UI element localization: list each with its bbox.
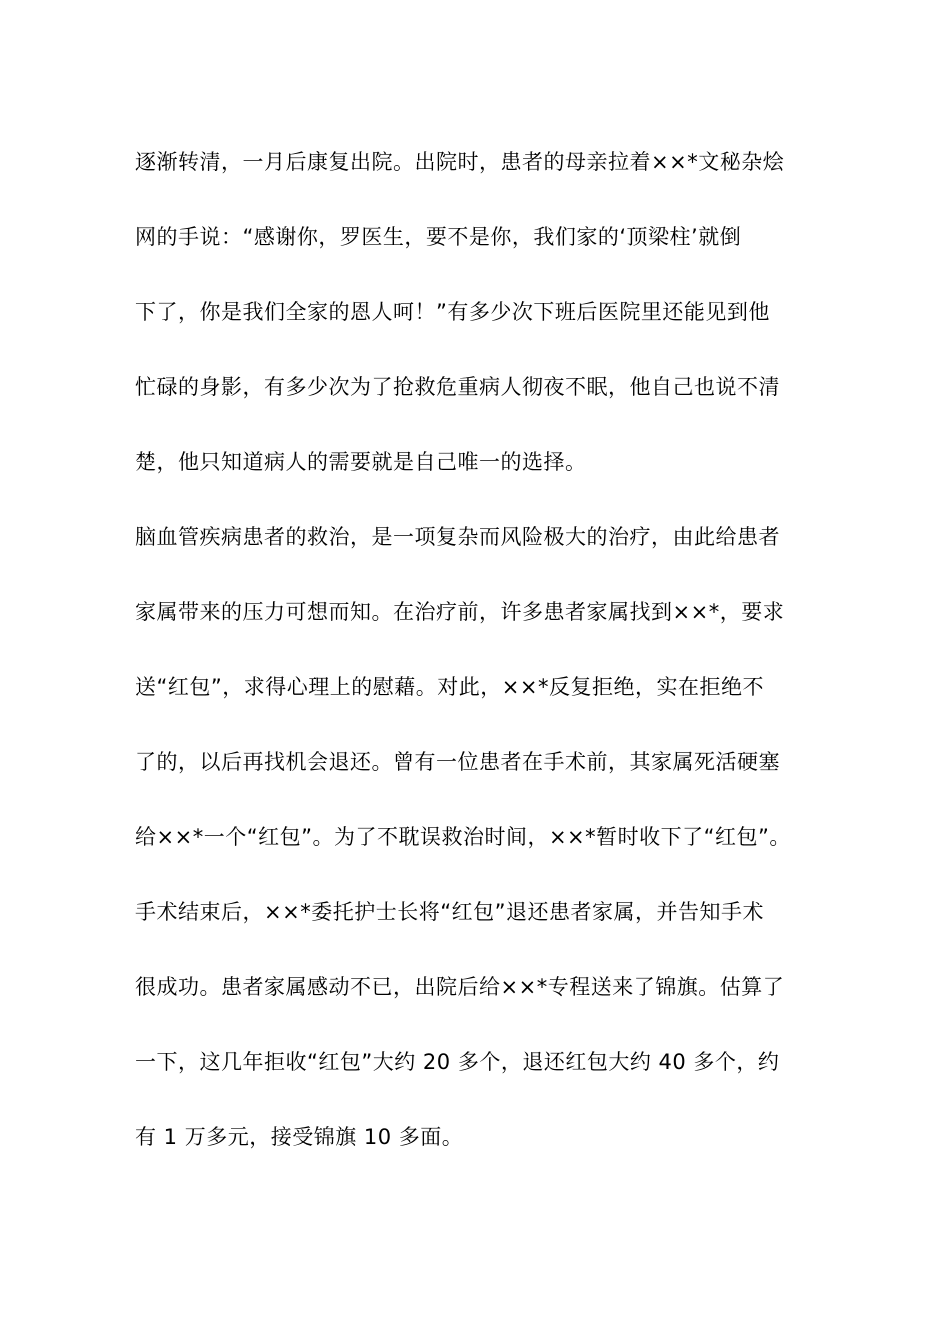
- text-line: 下了，你是我们全家的恩人呵！”有多少次下班后医院里还能见到他: [135, 300, 770, 324]
- text-line: 手术结束后，××*委托护士长将“红包”退还患者家属，并告知手术: [135, 900, 764, 924]
- text-line: 网的手说：“感谢你，罗医生，要不是你，我们家的‘顶梁柱’就倒: [135, 225, 742, 249]
- text-line: 了的，以后再找机会退还。曾有一位患者在手术前，其家属死活硬塞: [135, 750, 780, 774]
- text-line: 逐渐转清，一月后康复出院。出院时，患者的母亲拉着××*文秘杂烩: [135, 150, 785, 174]
- text-line: 脑血管疾病患者的救治，是一项复杂而风险极大的治疗，由此给患者: [135, 525, 780, 549]
- text-line: 有 1 万多元，接受锦旗 10 多面。: [135, 1125, 464, 1149]
- text-line: 给××*一个“红包”。为了不耽误救治时间，××*暂时收下了“红包”。: [135, 825, 791, 849]
- text-line: 一下，这几年拒收“红包”大约 20 多个，退还红包大约 40 多个，约: [135, 1050, 780, 1074]
- text-line: 很成功。患者家属感动不已，出院后给××*专程送来了锦旗。估算了: [135, 975, 785, 999]
- text-line: 忙碌的身影，有多少次为了抢救危重病人彻夜不眠，他自己也说不清: [135, 375, 780, 399]
- text-line: 送“红包”，求得心理上的慰藉。对此，××*反复拒绝，实在拒绝不: [135, 675, 764, 699]
- text-line: 楚，他只知道病人的需要就是自己唯一的选择。: [135, 450, 587, 474]
- text-line: 家属带来的压力可想而知。在治疗前，许多患者家属找到××*，要求: [135, 600, 785, 624]
